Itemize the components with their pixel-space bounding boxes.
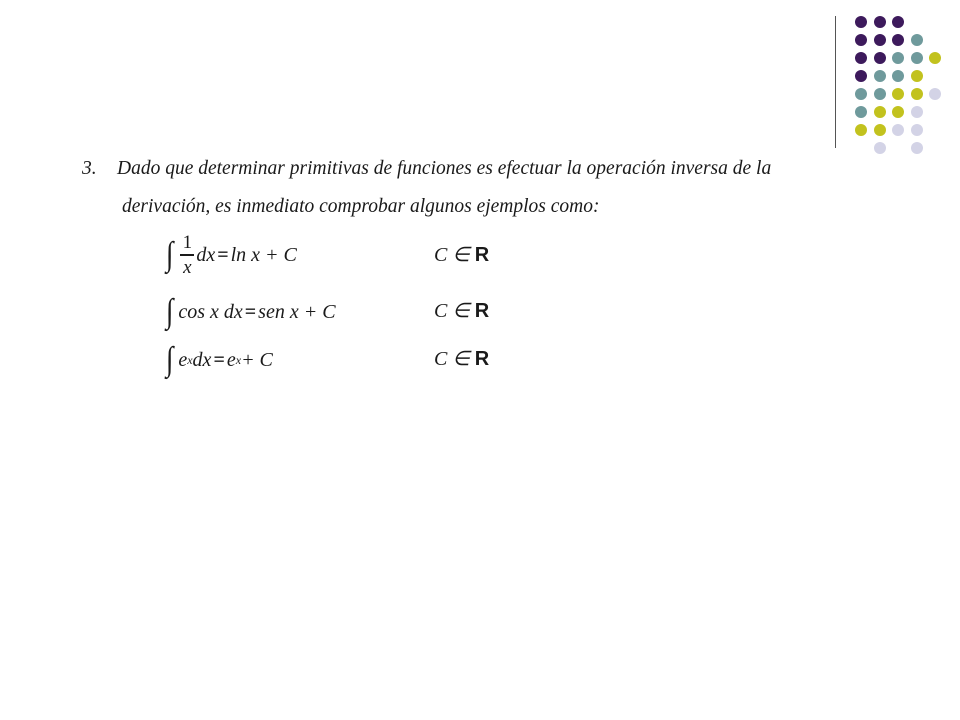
integrand: cos x dx — [178, 300, 243, 323]
condition-text: C ∈ — [434, 244, 475, 266]
differential: dx — [196, 243, 216, 266]
fraction — [180, 233, 194, 277]
decorative-dot — [874, 106, 886, 118]
equals-sign: = — [244, 300, 257, 323]
decorative-dot — [874, 34, 886, 46]
decorative-dot — [911, 52, 923, 64]
decorative-dot — [911, 124, 923, 136]
decorative-dot — [911, 106, 923, 118]
fraction-denominator: x — [183, 256, 192, 278]
decorative-dot — [874, 16, 886, 28]
decorative-dot — [855, 16, 867, 28]
decorative-dot — [911, 34, 923, 46]
integral-sign: ∫ — [165, 293, 174, 330]
equals-sign: = — [213, 348, 225, 371]
decorative-dot — [892, 52, 904, 64]
decorative-dot — [855, 70, 867, 82]
decorative-dot — [874, 124, 886, 136]
formula-rhs: sen x + C — [258, 300, 336, 323]
decorative-dot — [855, 34, 867, 46]
decorative-dot — [855, 106, 867, 118]
condition-1 — [434, 242, 489, 267]
decorative-dot — [929, 88, 941, 100]
decorative-dot — [892, 124, 904, 136]
rhs-base: e — [226, 348, 236, 371]
integrand-base: e — [178, 348, 188, 371]
item-number: 3. — [82, 158, 97, 179]
decorative-dot — [911, 88, 923, 100]
decorative-dot-grid — [0, 0, 960, 160]
formula-rhs: ln x + C — [230, 243, 297, 266]
integrand-exponent: x — [187, 352, 193, 367]
decorative-dot — [911, 70, 923, 82]
decorative-dot — [911, 142, 923, 154]
integral-sign: ∫ — [165, 236, 174, 273]
decorative-dot — [855, 52, 867, 64]
paragraph-line-1: Dado que determinar primitivas de funciones es efectuar la operación inversa de la — [117, 158, 772, 179]
decorative-dot — [929, 52, 941, 64]
condition-text: C ∈ — [434, 348, 475, 370]
integral-sign: ∫ — [165, 341, 174, 378]
equals-sign: = — [217, 243, 229, 266]
decorative-dot — [892, 16, 904, 28]
real-numbers-symbol: R — [474, 348, 490, 370]
condition-3 — [434, 346, 489, 371]
fraction-numerator: 1 — [182, 232, 193, 254]
formula-integral-cosine — [165, 292, 336, 332]
paragraph-line-2: derivación, es inmediato comprobar algunos ejemplos como: — [122, 196, 600, 217]
decorative-dot — [892, 88, 904, 100]
decorative-dot — [892, 70, 904, 82]
rhs-exponent: x — [235, 352, 242, 367]
fraction-bar — [180, 254, 194, 256]
formula-rhs-rest: + C — [241, 348, 273, 371]
decorative-dot — [874, 52, 886, 64]
decorative-dot — [874, 88, 886, 100]
real-numbers-symbol: R — [474, 300, 490, 322]
decorative-dot — [855, 88, 867, 100]
differential: dx — [192, 348, 212, 371]
real-numbers-symbol: R — [474, 244, 490, 266]
decorative-dot — [892, 106, 904, 118]
decorative-dot — [892, 34, 904, 46]
decorative-dot — [874, 70, 886, 82]
decorative-dot — [855, 124, 867, 136]
formula-integral-reciprocal — [165, 228, 297, 282]
condition-2 — [434, 298, 489, 323]
decorative-dot — [874, 142, 886, 154]
condition-text: C ∈ — [434, 300, 475, 322]
formula-integral-exponential — [165, 340, 273, 380]
